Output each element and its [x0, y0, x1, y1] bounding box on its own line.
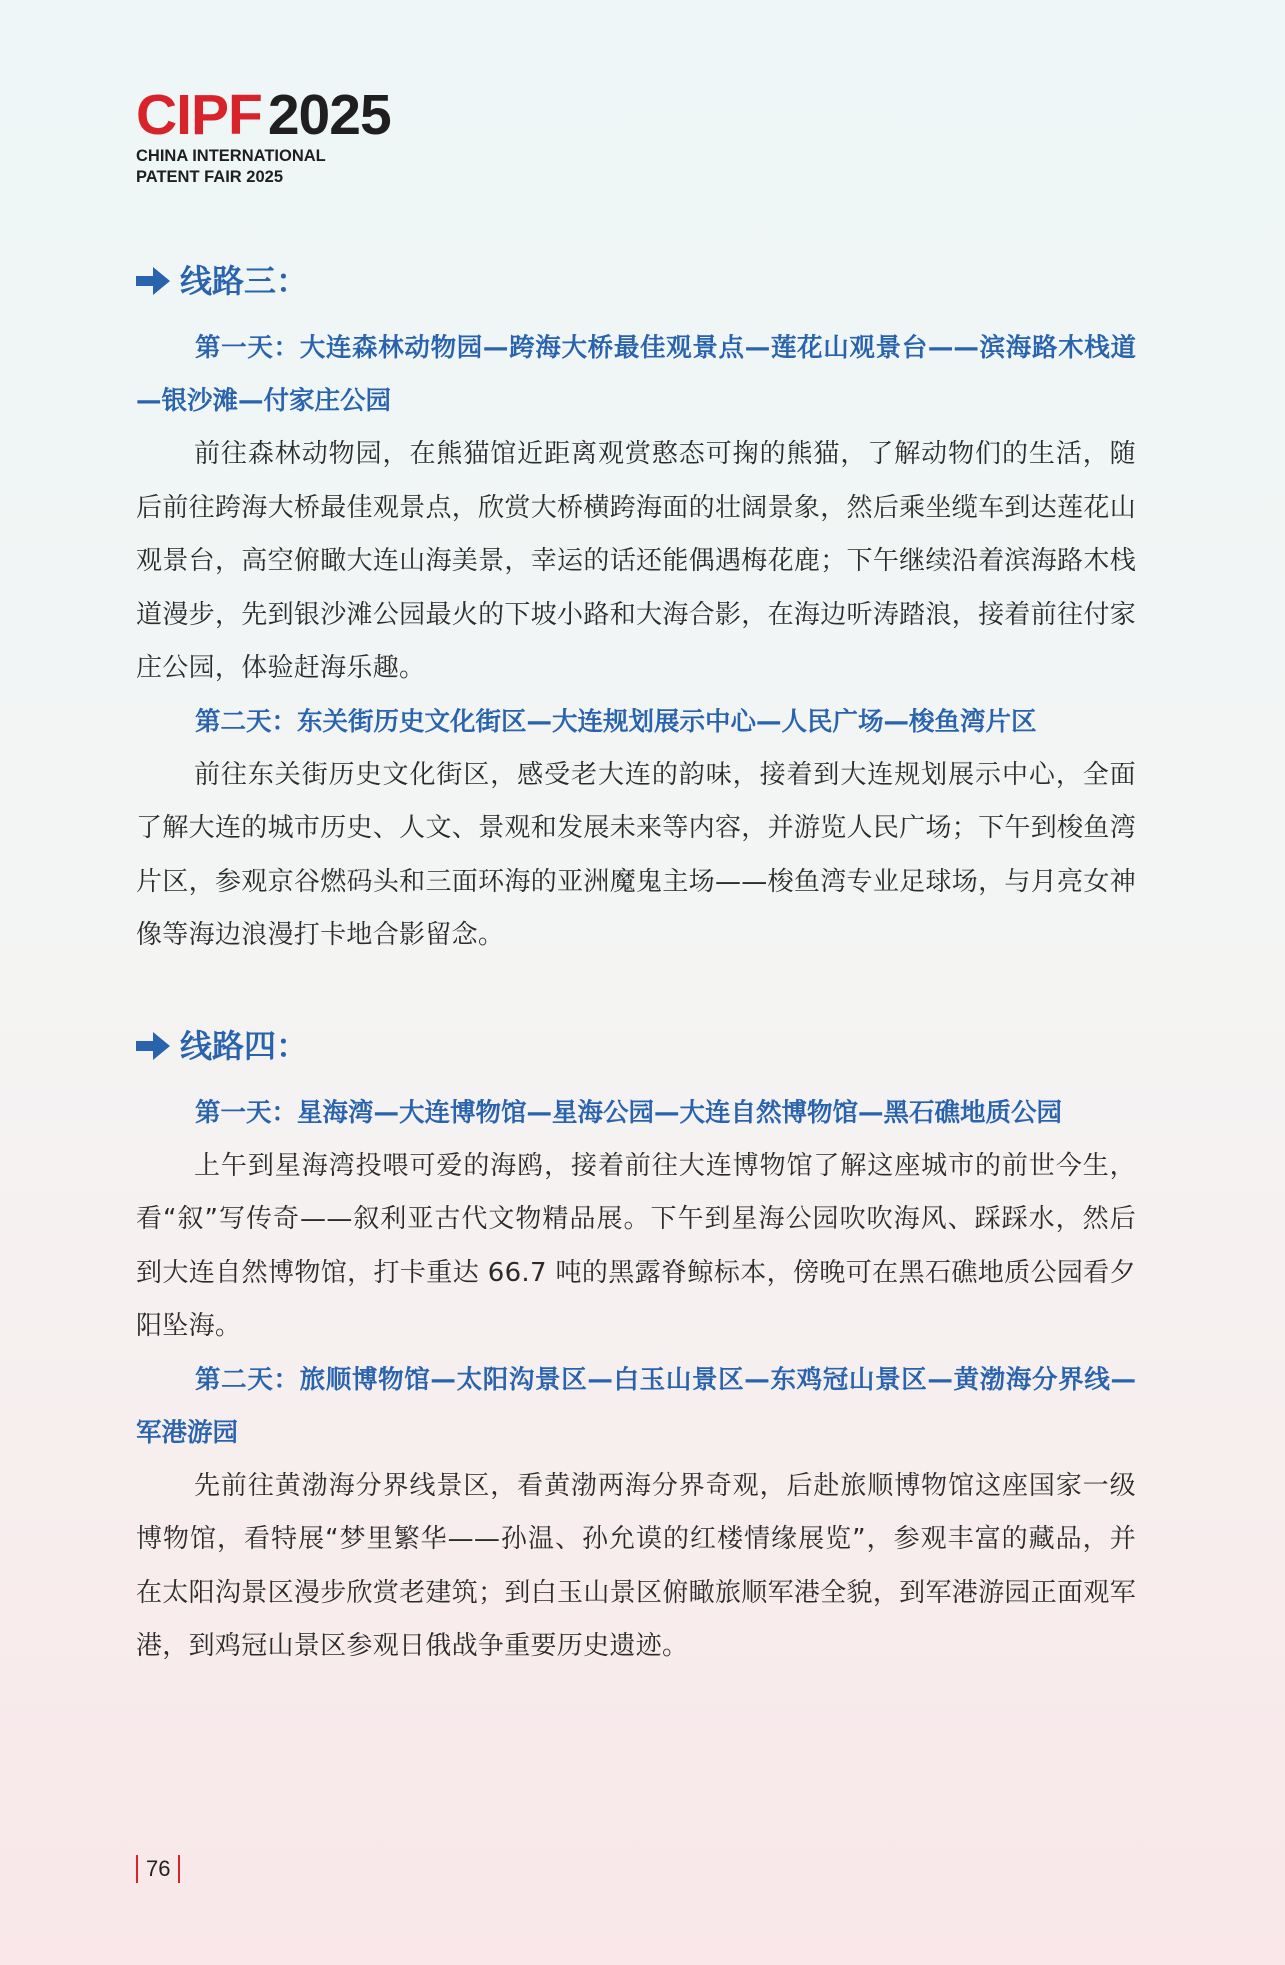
page-number	[136, 1854, 180, 1884]
logo-wordmark	[136, 83, 391, 147]
route-4-day-1-title: 第一天：星海湾—大连博物馆—星海公园—大连自然博物馆—黑石礁地质公园	[195, 1097, 1063, 1128]
route-3-day-2-title: 第二天：东关街历史文化街区—大连规划展示中心—人民广场—梭鱼湾片区	[195, 706, 1037, 737]
route-4-day-1-text: 上午到星海湾投喂可爱的海鸥，接着前往大连博物馆了解这座城市的前世今生，看“叙”写传奇——叙利亚古代文物精品展。下午到星海公园吹吹海风、踩踩水，然后到大连自然博物馆，打卡重达 66.7 吨的黑露脊鲸标本，傍晚可在黑石礁地质公园看夕阳坠海。	[136, 1150, 1136, 1341]
cipf-logo	[136, 83, 391, 188]
logo-subtitle	[136, 146, 391, 188]
route-3-day-2-text: 前往东关街历史文化街区，感受老大连的韵味，接着到大连规划展示中心，全面了解大连的城市历史、人文、景观和发展未来等内容，并游览人民广场；下午到梭鱼湾片区，参观京谷燃码头和三面环海的亚洲魔鬼主场——梭鱼湾专业足球场，与月亮女神像等海边浪漫打卡地合影留念。	[136, 759, 1136, 950]
route-4-day-2-text: 先前往黄渤海分界线景区，看黄渤两海分界奇观，后赴旅顺博物馆这座国家一级博物馆，看特展“梦里繁华——孙温、孙允谟的红楼情缘展览”，参观丰富的藏品，并在太阳沟景区漫步欣赏老建筑；到白玉山景区俯瞰旅顺军港全貌，到军港游园正面观军港，到鸡冠山景区参观日俄战争重要历史遗迹。	[136, 1470, 1136, 1661]
logo-subtitle-line2: PATENT FAIR 2025	[136, 168, 284, 186]
logo-subtitle-line1: CHINA INTERNATIONAL	[136, 147, 326, 165]
arrow-right-icon	[136, 267, 170, 295]
route-3-day-1-title: 第一天：大连森林动物园—跨海大桥最佳观景点—莲花山观景台——滨海路木栈道—银沙滩—付家庄公园	[136, 333, 1136, 416]
page-content	[136, 250, 1136, 1674]
page-number-value: 76	[146, 1856, 171, 1881]
route-3-title: 线路三：	[180, 262, 309, 300]
route-4-heading	[136, 1015, 1136, 1077]
logo-cipf: CIPF	[136, 83, 262, 147]
page-number-right-bar	[178, 1855, 180, 1883]
route-3-day-1-text: 前往森林动物园，在熊猫馆近距离观赏憨态可掬的熊猫，了解动物们的生活，随后前往跨海大桥最佳观景点，欣赏大桥横跨海面的壮阔景象，然后乘坐缆车到达莲花山观景台，高空俯瞰大连山海美景，幸运的话还能偶遇梅花鹿；下午继续沿着滨海路木栈道漫步，先到银沙滩公园最火的下坡小路和大海合影，在海边听涛踏浪，接着前往付家庄公园，体验赶海乐趣。	[136, 439, 1136, 683]
arrow-right-icon	[136, 1032, 170, 1060]
route-3-heading	[136, 250, 1136, 312]
logo-year: 2025	[267, 83, 391, 147]
route-4-day-2-title: 第二天：旅顺博物馆—太阳沟景区—白玉山景区—东鸡冠山景区—黄渤海分界线—军港游园	[136, 1364, 1136, 1448]
route-4-title: 线路四：	[180, 1026, 309, 1065]
